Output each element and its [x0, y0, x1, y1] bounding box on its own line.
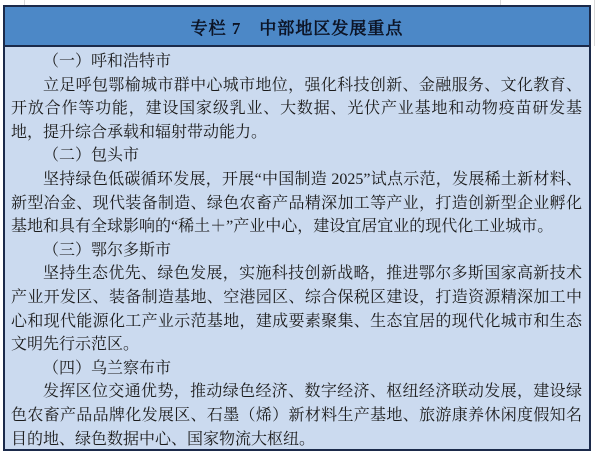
column-box-title: 专栏 7 中部地区发展重点 — [190, 18, 404, 38]
section-heading: （一）呼和浩特市 — [43, 53, 172, 70]
section-hohhot — [11, 50, 582, 144]
column-box — [3, 5, 591, 451]
section-heading: （三）鄂尔多斯市 — [43, 241, 172, 259]
column-box-header — [5, 7, 589, 47]
section-paragraph: 坚持生态优先、绿色发展，实施科技创新战略，推进鄂尔多斯国家高新技术产业开发区、装备制造基地、空港园区、综合保税区建设，打造资源精深加工中心和现代能源化工产业示范基地，建成要素聚集、生态宜居的现代化城市和生态文明先行示范区。 — [11, 265, 582, 354]
section-baotou — [11, 144, 582, 238]
section-paragraph: 立足呼包鄂榆城市群中心城市地位，强化科技创新、金融服务、文化教育、开放合作等功能，建设国家级乳业、大数据、光伏产业基地和动物疫苗研发基地，提升综合承载和辐射带动能力。 — [11, 76, 582, 141]
section-paragraph: 坚持绿色低碳循环发展，开展“中国制造 2025”试点示范，发展稀土新材料、新型冶金、现代装备制造、绿色农畜产品精深加工等产业，打造创新型企业孵化基地和具有全球影响的“稀土＋”产业中心，建设宜居宜业的现代化工业城市。 — [11, 170, 582, 236]
section-heading: （四）乌兰察布市 — [43, 359, 172, 377]
column-box-body — [5, 47, 589, 451]
page-gridline-right — [594, 0, 595, 46]
section-ulanqab — [11, 357, 582, 451]
section-heading: （二）包头市 — [43, 147, 140, 165]
section-ordos — [11, 239, 582, 357]
section-paragraph: 发挥区位交通优势，推动绿色经济、数字经济、枢纽经济联动发展，建设绿色农畜产品品牌化发展区、石墨（烯）新材料生产基地、旅游康养休闲度假知名目的地、绿色数据中心、国家物流大枢纽。 — [11, 383, 582, 448]
